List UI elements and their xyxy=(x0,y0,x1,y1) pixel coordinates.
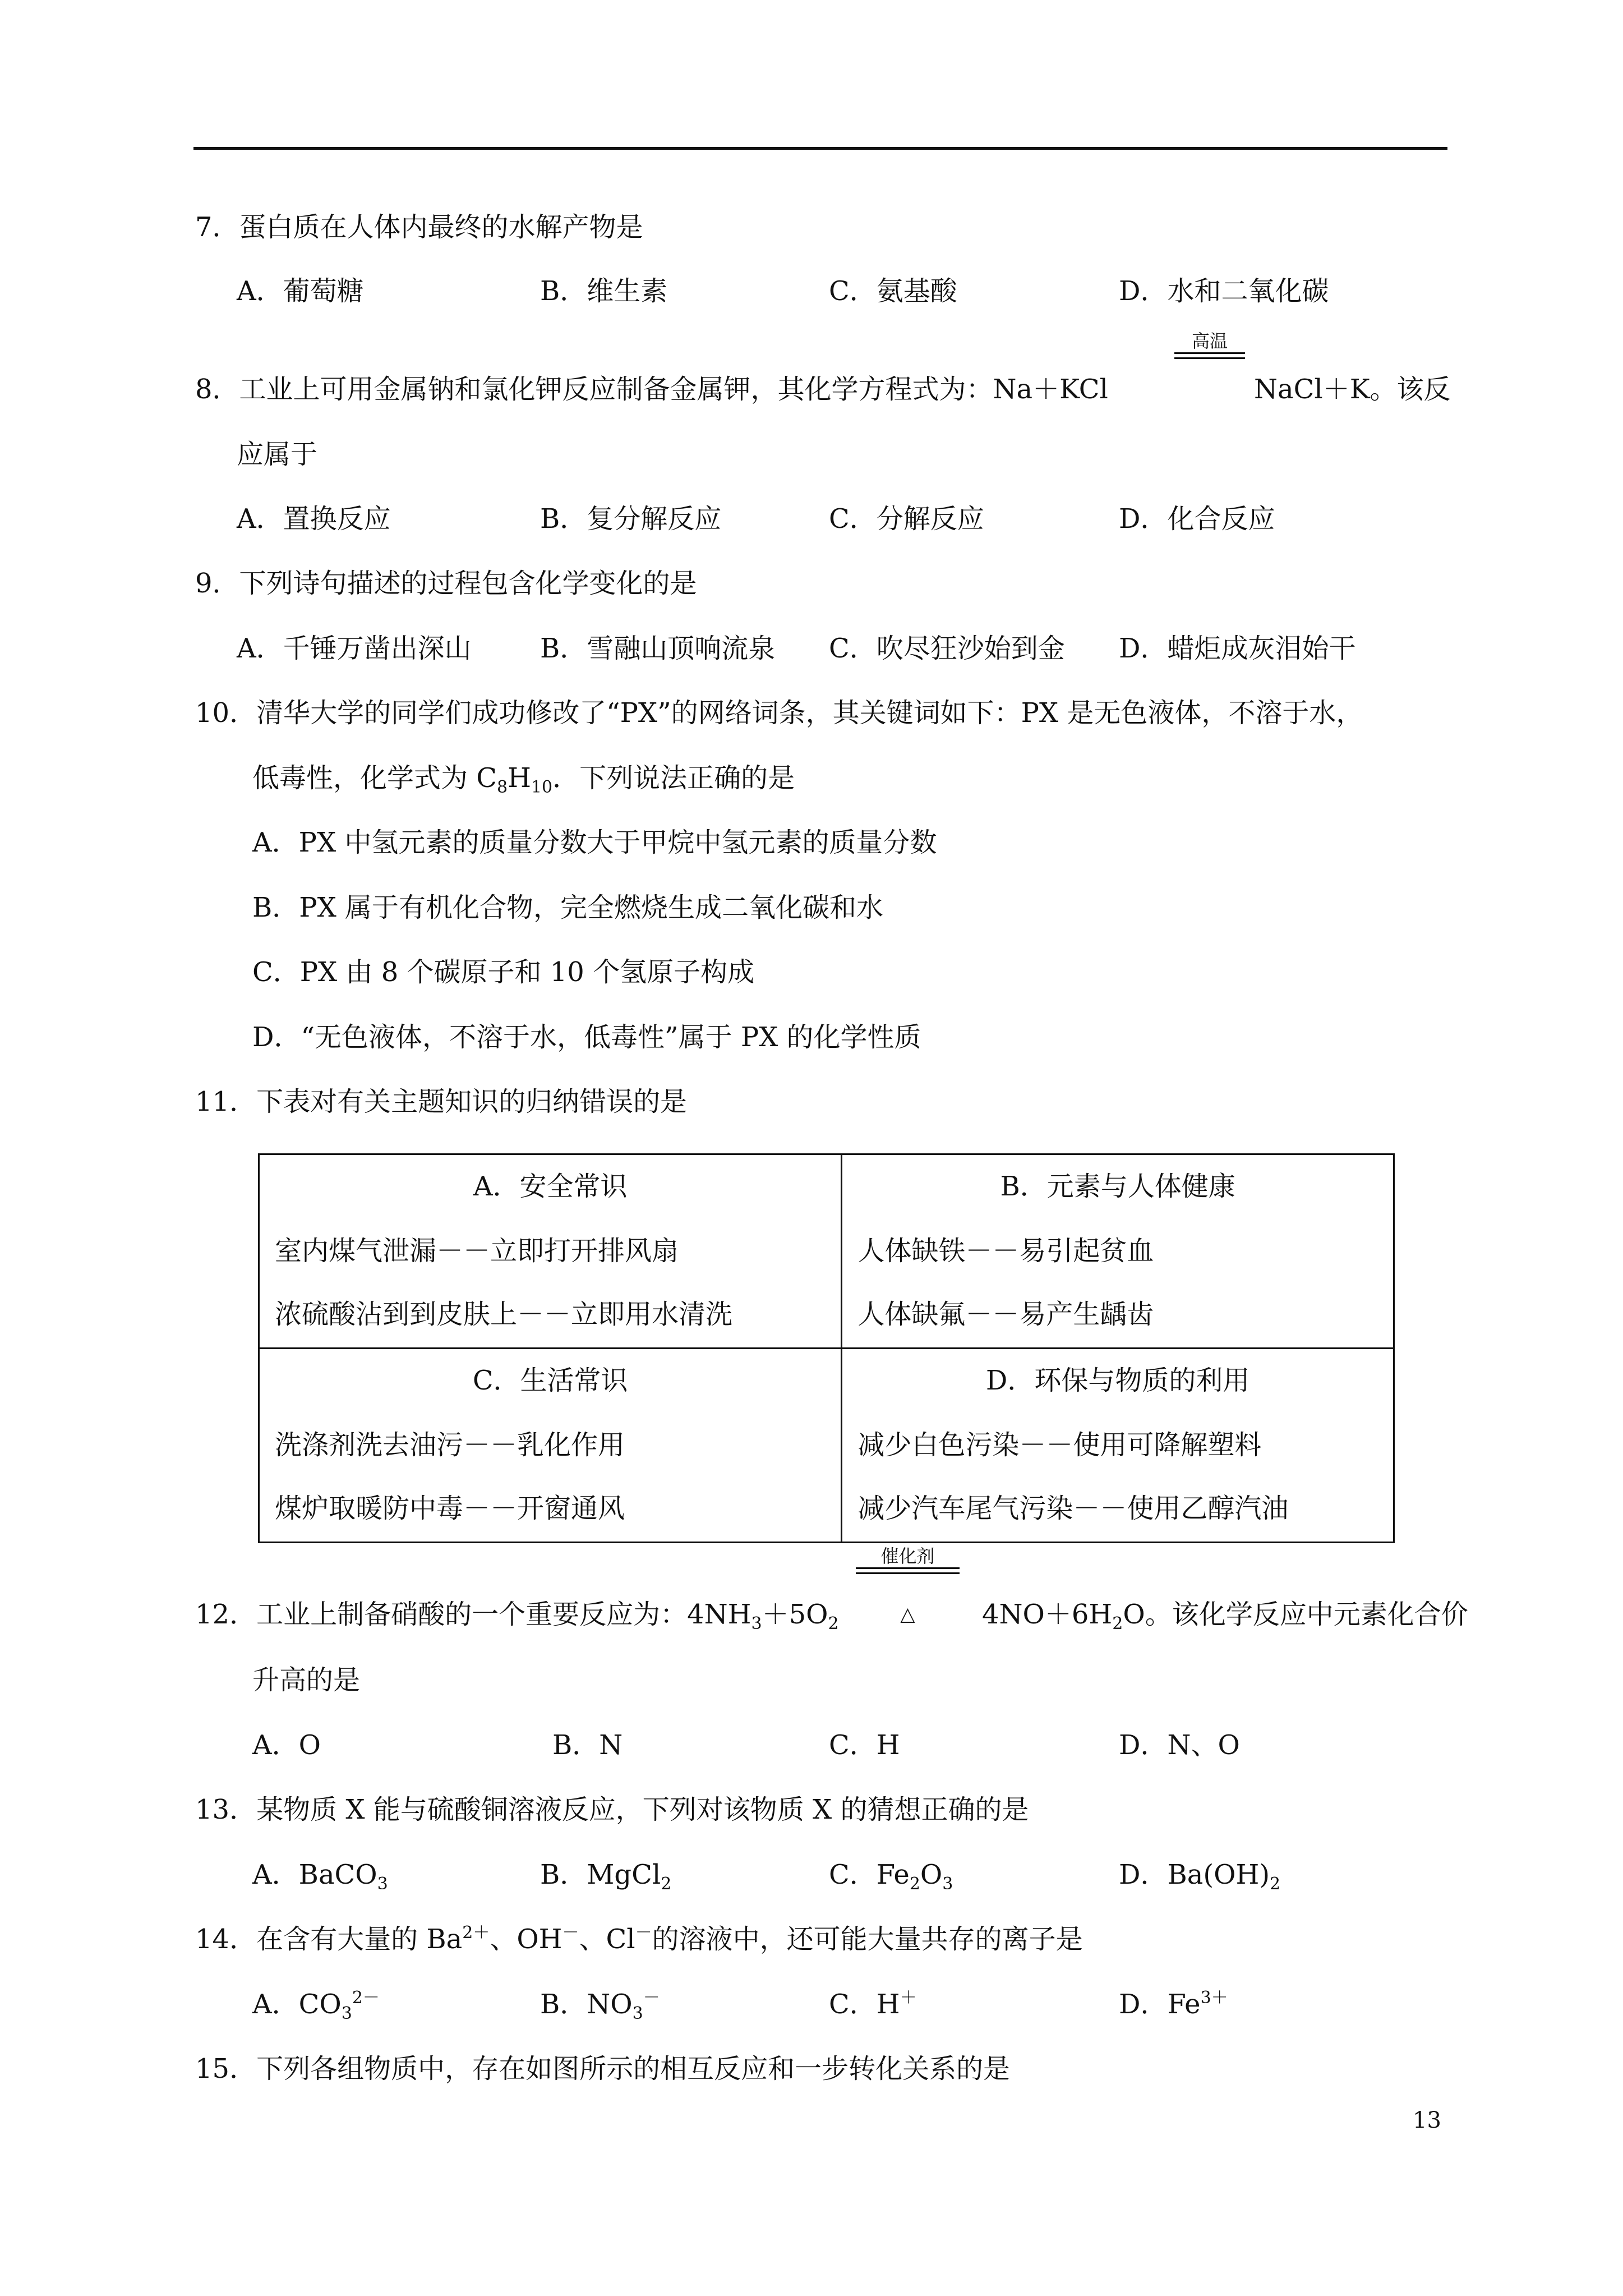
q12-option-b: B．N xyxy=(552,1729,623,1761)
q8-condition-label: 高温 xyxy=(1191,330,1228,352)
q11-cell-b xyxy=(842,1154,1394,1349)
q7-stem: 7．蛋白质在人体内最终的水解产物是 xyxy=(195,211,643,243)
q13-stem: 13．某物质 X 能与硫酸铜溶液反应，下列对该物质 X 的猜想正确的是 xyxy=(195,1794,1029,1825)
q11-cell-line: 煤炉取暖防中毒－－开窗通风 xyxy=(275,1493,625,1524)
q8-option-c: C．分解反应 xyxy=(829,503,984,535)
q8-stem: 8．工业上可用金属钠和氯化钾反应制备金属钾，其化学方程式为：Na＋KCl xyxy=(195,374,1108,405)
q11-stem: 11．下表对有关主题知识的归纳错误的是 xyxy=(195,1086,688,1117)
q7-option-b: B．维生素 xyxy=(540,275,668,307)
double-equals-sign xyxy=(1174,352,1245,359)
q11-cell-line: 人体缺铁－－易引起贫血 xyxy=(857,1235,1154,1267)
q12-stem: 12．工业上制备硝酸的一个重要反应为：$4NH_3+5O_2$ xyxy=(195,1599,839,1634)
q12-option-c: C．H xyxy=(829,1729,900,1761)
q15-stem: 15．下列各组物质中，存在如图所示的相互反应和一步转化关系的是 xyxy=(195,2053,1011,2085)
q7-option-c: C．氨基酸 xyxy=(829,275,957,307)
q14-option-d: D．$Fe^{3+}$ xyxy=(1119,1988,1228,2020)
q8-option-b: B．复分解反应 xyxy=(540,503,722,535)
q11-cell-title: D．环保与物质的利用 xyxy=(985,1365,1250,1396)
q13-option-b: B．MgCl$_2$ xyxy=(540,1859,672,1894)
q13-option-c: C．$Fe_2O_3$ xyxy=(829,1859,953,1894)
q9-option-a: A．千锤万凿出深山 xyxy=(237,633,472,664)
q11-cell-a xyxy=(259,1154,842,1349)
q11-cell-line: 洗涤剂洗去油污－－乳化作用 xyxy=(275,1429,625,1461)
q10-stem-cont: 低毒性，化学式为 $C_8H_{10}$．下列说法正确的是 xyxy=(252,762,795,797)
q11-cell-line: 室内煤气泄漏－－立即打开排风扇 xyxy=(275,1235,679,1267)
q9-stem: 9．下列诗句描述的过程包含化学变化的是 xyxy=(195,568,697,599)
q8-reaction-condition xyxy=(1174,330,1245,359)
q14-stem: 14．在含有大量的 $Ba^{2+}$、OH－、Cl－的溶液中，还可能大量共存的离子是 xyxy=(195,1923,1083,1955)
q11-cell-title: C．生活常识 xyxy=(472,1365,628,1396)
q12-stem-cont: 升高的是 xyxy=(252,1664,361,1696)
q13-option-a: A．BaCO$_3$ xyxy=(252,1859,388,1894)
q8-option-d: D．化合反应 xyxy=(1119,503,1275,535)
heat-symbol: △ xyxy=(900,1603,915,1626)
q14-option-b: B．$NO_3^-$ xyxy=(540,1988,660,2023)
q9-option-b: B．雪融山顶响流泉 xyxy=(540,633,776,664)
q12-option-d: D．N、O xyxy=(1119,1729,1240,1761)
q11-cell-line: 减少白色污染－－使用可降解塑料 xyxy=(857,1429,1262,1461)
q8-stem-tail: NaCl＋K。该反 xyxy=(1254,374,1451,405)
q12-option-a: A．O xyxy=(252,1729,321,1761)
q11-cell-d xyxy=(842,1349,1394,1543)
q11-cell-line: 浓硫酸沾到到皮肤上－－立即用水清洗 xyxy=(275,1299,733,1330)
q11-cell-line: 人体缺氟－－易产生龋齿 xyxy=(857,1299,1154,1330)
q12-catalyst-label: 催化剂 xyxy=(880,1545,935,1567)
q7-option-a: A．葡萄糖 xyxy=(237,275,364,307)
q12-reaction-condition xyxy=(856,1545,960,1626)
q10-option-d: D．“无色液体，不溶于水，低毒性”属于 PX 的化学性质 xyxy=(252,1022,921,1053)
q14-option-c: C．H＋ xyxy=(829,1988,917,2020)
q9-option-d: D．蜡炬成灰泪始干 xyxy=(1119,633,1356,664)
header-rule xyxy=(193,147,1447,150)
q13-option-d: D．$Ba(OH)_2$ xyxy=(1119,1859,1281,1894)
q10-option-b: B．PX 属于有机化合物，完全燃烧生成二氧化碳和水 xyxy=(252,892,884,923)
q11-cell-title: A．安全常识 xyxy=(473,1171,628,1202)
q11-cell-c xyxy=(259,1349,842,1543)
q11-cell-title: B．元素与人体健康 xyxy=(1000,1171,1235,1202)
q10-option-c: C．PX 由 8 个碳原子和 10 个氢原子构成 xyxy=(252,956,755,988)
q8-stem-cont: 应属于 xyxy=(237,439,318,470)
q11-cell-line: 减少汽车尾气污染－－使用乙醇汽油 xyxy=(857,1493,1289,1524)
q9-option-c: C．吹尽狂沙始到金 xyxy=(829,633,1065,664)
double-equals-sign xyxy=(856,1567,960,1574)
q12-stem-tail: $4NO+6H_2O$。该化学反应中元素化合价 xyxy=(982,1599,1468,1634)
q11-table xyxy=(258,1153,1395,1543)
q7-option-d: D．水和二氧化碳 xyxy=(1119,275,1329,307)
q10-stem: 10．清华大学的同学们成功修改了“PX”的网络词条，其关键词如下：PX 是无色液体，不溶于水， xyxy=(195,697,1363,729)
page-number: 13 xyxy=(1413,2108,1441,2133)
q8-option-a: A．置换反应 xyxy=(237,503,391,535)
q10-option-a: A．PX 中氢元素的质量分数大于甲烷中氢元素的质量分数 xyxy=(252,827,937,858)
q14-option-a: A．$CO_3^{2-}$ xyxy=(252,1988,380,2023)
